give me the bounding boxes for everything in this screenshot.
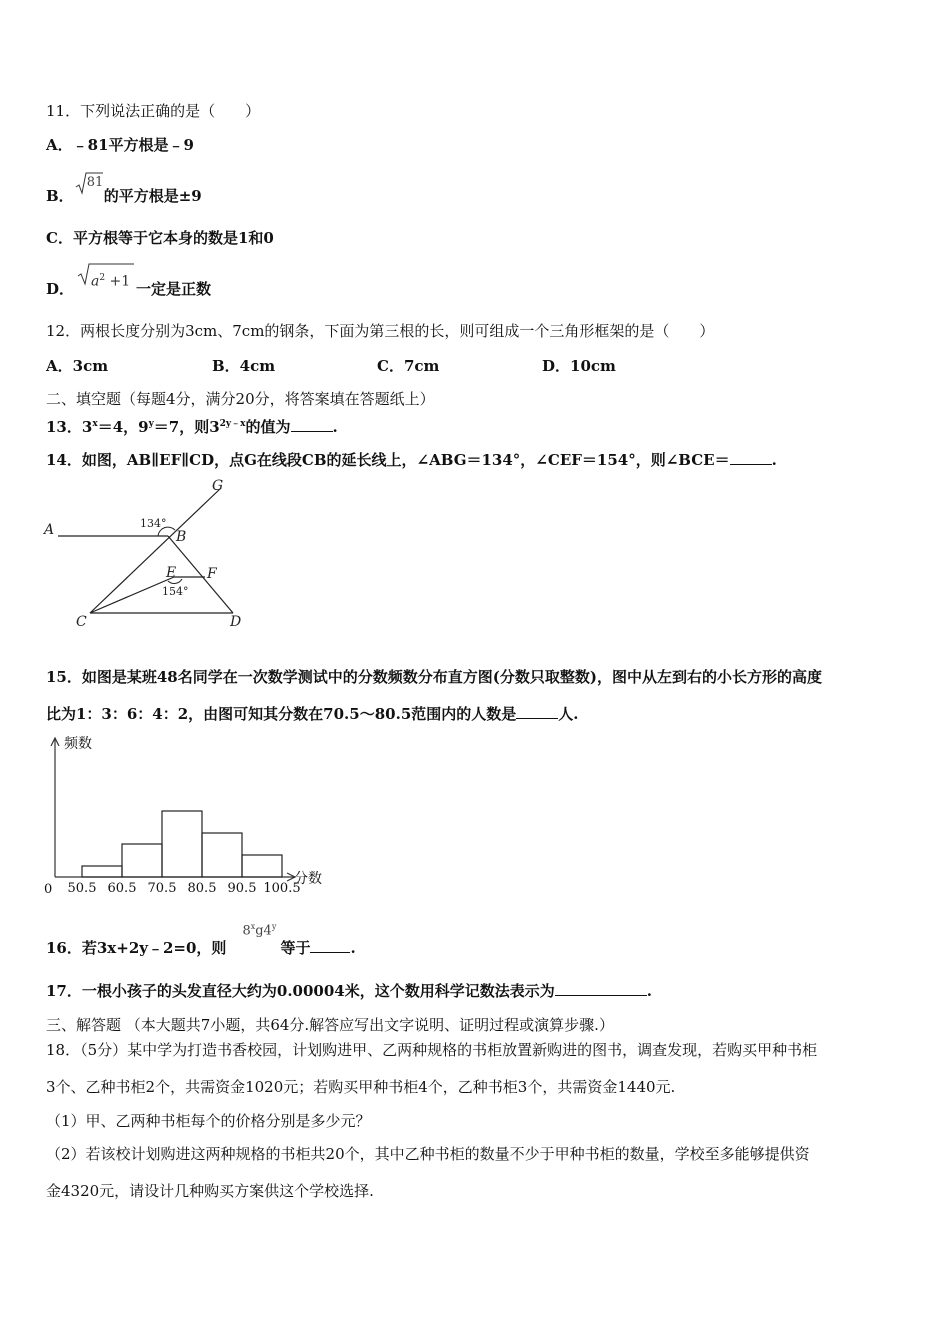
label-b: B (176, 529, 187, 545)
line-cg (90, 488, 221, 613)
q16-formula-mid: g4 (255, 923, 272, 939)
q18-part2-line1: （2）若该校计划购进这两种规格的书柜共20个，其中乙种书柜的数量不少于甲种书柜的数量，学校至多能够提供资 (46, 1145, 810, 1163)
q11-option-b (46, 175, 202, 206)
q16-answer-blank[interactable] (310, 938, 350, 953)
label-d: D (230, 614, 242, 630)
q11-option-a: A．﹣81平方根是﹣9 (46, 136, 194, 154)
q12-option-a: A．3cm (46, 357, 109, 375)
q13-end: . (332, 418, 338, 436)
label-e: E (166, 565, 177, 581)
sqrt-81 (74, 175, 104, 201)
q13-part4: 的值为 (245, 418, 291, 436)
section-3-heading: 三、解答题 （本大题共7小题，共64分.解答应写出文字说明、证明过程或演算步骤.） (46, 1016, 614, 1034)
q11-option-d-label: D． (46, 280, 75, 298)
q16-part2: ，则 (196, 939, 227, 957)
q13-part3: ＝7，则3 (153, 418, 220, 436)
q18-line2: 3个、乙种书柜2个，共需资金1020元；若购买甲种书柜4个，乙种书柜3个，共需资金1440元. (46, 1078, 676, 1096)
q15-line1: 15．如图是某班48名同学在一次数学测试中的分数频数分布直方图(分数只取整数)，图中从左到右的小长方形的高度 (46, 668, 822, 686)
x-axis-label: 分数 (294, 871, 322, 887)
q18-part2-line2: 金4320元，请设计几种购买方案供这个学校选择. (46, 1182, 374, 1200)
x-tick-label: 80.5 (187, 881, 217, 896)
x-tick-label: 60.5 (107, 881, 137, 896)
q17 (46, 981, 652, 1001)
q18-line1: 18．（5分）某中学为打造书香校园，计划购进甲、乙两种规格的书柜放置新购进的图书，调查发现，若购买甲种书柜 (46, 1041, 818, 1059)
x-tick-label: 100.5 (263, 881, 301, 896)
q11-option-d (46, 274, 211, 299)
q12-option-b: B．4cm (212, 357, 276, 375)
sqrt-a2-exp: 2 (99, 273, 106, 283)
angle-label-134: 134° (140, 517, 167, 530)
label-g: G (212, 478, 224, 494)
origin-label: 0 (44, 882, 53, 897)
q12-stem: 12．两根长度分别为3cm、7cm的钢条，下面为第三根的长，则可组成一个三角形框架的是（ ） (46, 322, 715, 340)
sqrt-a2-tail: +1 (105, 273, 131, 290)
q16-part1: 16．若 (46, 939, 97, 957)
q13-part1: 13．3 (46, 418, 93, 436)
angle-label-154: 154° (162, 585, 189, 598)
section-2-heading: 二、填空题（每题4分，满分20分，将答案填在答题纸上） (46, 390, 435, 408)
histogram-bar-2 (122, 844, 162, 877)
histogram-bar-5 (242, 855, 282, 877)
q11-option-b-label: B． (46, 187, 74, 205)
q16-formula-exp2: y (271, 922, 277, 931)
q11-stem: 11．下列说法正确的是（ ） (46, 102, 261, 120)
q16-formula-base1: 8 (242, 923, 251, 939)
q14-text: 14．如图，AB∥EF∥CD，点G在线段CB的延长线上，∠ABG＝134°，∠CEF＝154°，则∠BCE＝ (46, 451, 730, 469)
q13-exp-x: x (92, 419, 98, 429)
q13-part2: ＝4，9 (97, 418, 149, 436)
line-bd (168, 536, 233, 613)
label-a: A (44, 522, 55, 538)
q17-end: . (646, 982, 652, 1000)
q16 (46, 922, 356, 958)
q17-answer-blank[interactable] (555, 981, 647, 996)
q15-histogram (38, 730, 338, 900)
q14-answer-blank[interactable] (730, 450, 772, 465)
q12-option-c: C．7cm (377, 357, 440, 375)
q17-text: 17．一根小孩子的头发直径大约为0.00004米，这个数用科学记数法表示为 (46, 982, 555, 1000)
q13-exp-y: y (148, 419, 154, 429)
q15-end: 人. (558, 705, 579, 723)
y-axis-label: 频数 (64, 736, 92, 752)
q15-line2-text: 比为1：3：6：4：2，由图可知其分数在70.5～80.5范围内的人数是 (46, 705, 517, 723)
x-tick-label: 70.5 (147, 881, 177, 896)
q12-option-d: D．10cm (542, 357, 616, 375)
q14-stem (46, 450, 777, 470)
q13 (46, 414, 338, 437)
histogram-bar-4 (202, 833, 242, 877)
q16-end: . (350, 939, 356, 957)
label-c: C (76, 614, 87, 630)
q13-answer-blank[interactable] (291, 417, 333, 432)
q16-formula-exp1: x (250, 922, 256, 931)
q15-line2 (46, 704, 579, 724)
q16-expression: 3x+2y﹣2=0 (96, 939, 197, 957)
q13-exp-2y-x: 2y﹣x (219, 419, 246, 429)
sqrt-a2-plus-1 (74, 274, 136, 294)
sqrt-81-radicand: 81 (86, 175, 104, 190)
q11-option-d-text: 一定是正数 (136, 280, 212, 298)
q16-formula (226, 922, 280, 953)
q11-option-b-text: 的平方根是±9 (103, 187, 202, 205)
q11-option-c: C．平方根等于它本身的数是1和0 (46, 229, 274, 247)
q14-geometry-figure (40, 474, 260, 634)
histogram-bar-3 (162, 811, 202, 877)
q18-part1: （1）甲、乙两种书柜每个的价格分别是多少元？ (46, 1112, 371, 1130)
q15-answer-blank[interactable] (516, 704, 558, 719)
sqrt-a2-base: a (91, 273, 100, 290)
histogram-bar-1 (82, 866, 122, 877)
q14-end: . (771, 451, 777, 469)
label-f: F (207, 566, 217, 582)
x-tick-label: 90.5 (227, 881, 257, 896)
x-tick-label: 50.5 (67, 881, 97, 896)
q16-part3: 等于 (280, 939, 311, 957)
